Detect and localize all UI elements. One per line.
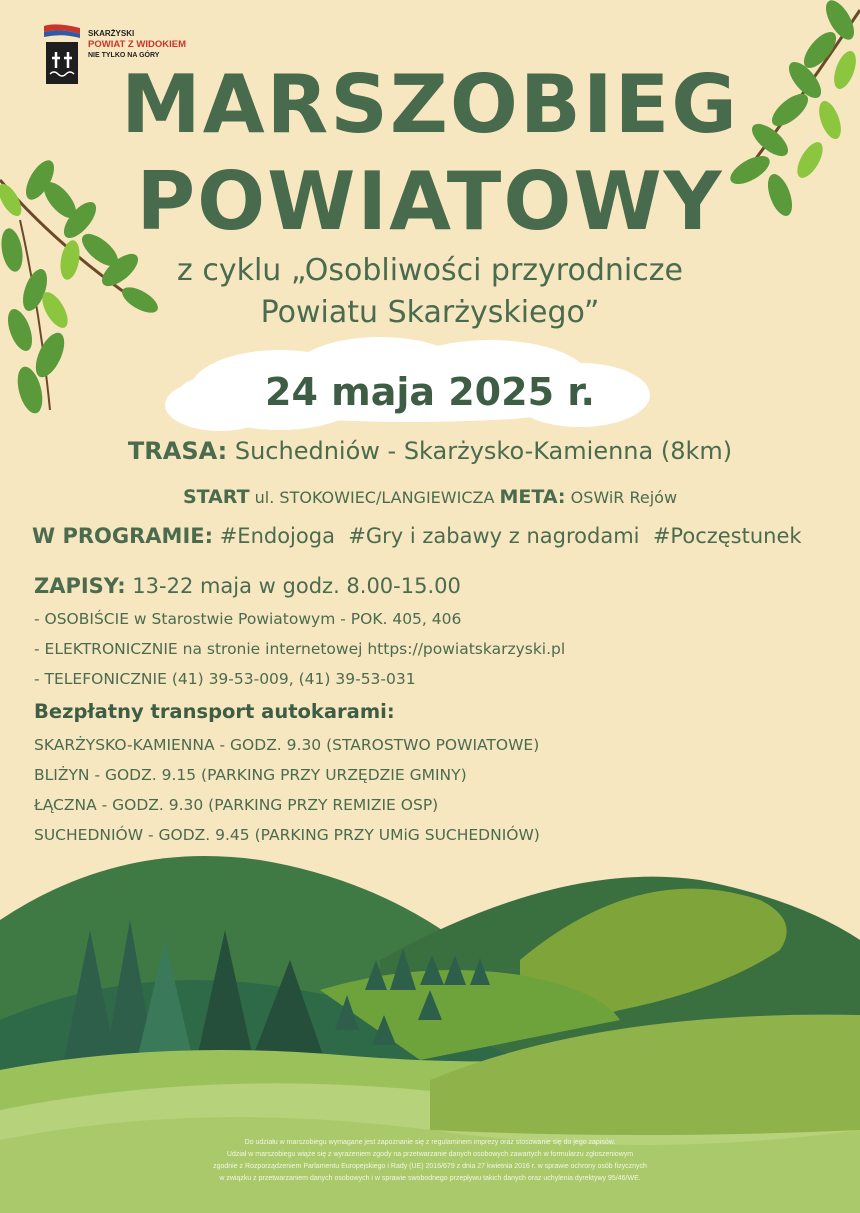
transport-stop: SKARŻYSKO-KAMIENNA - GODZ. 9.30 (STAROSTWO POWIATOWE)	[34, 736, 540, 754]
transport-stop: SUCHEDNIÓW - GODZ. 9.45 (PARKING PRZY UMiG SUCHEDNIÓW)	[34, 826, 540, 844]
title-line-2: POWIATOWY	[136, 155, 724, 248]
transport-stop: BLIŻYN - GODZ. 9.15 (PARKING PRZY URZĘDZIE GMINY)	[34, 766, 467, 784]
route	[0, 437, 860, 465]
route-label: TRASA:	[127, 437, 228, 465]
disclaimer-line: w związku z przetwarzaniem danych osobowych i w sprawie swobodnego przepływu takich danych oraz uchylenia dyrektywy 95/46/WE.	[219, 1175, 641, 1182]
registration-option-online: - ELEKTRONICZNIE na stronie internetowej https://powiatskarzyski.pl	[34, 640, 566, 658]
title-line-1: MARSZOBIEG	[121, 58, 739, 151]
finish-label: META:	[499, 486, 566, 508]
subtitle-line-1: z cyklu „Osobliwości przyrodnicze	[177, 253, 683, 288]
legal-disclaimer	[60, 1137, 800, 1185]
finish-value: OSWiR Rejów	[570, 488, 678, 507]
transport-heading: Bezpłatny transport autokarami:	[34, 700, 395, 723]
disclaimer-line: Udział w marszobiegu wiąże się z wyrażeniem zgody na przetwarzanie danych osobowych zawartych w formularzu zgłoszeniowym	[226, 1151, 634, 1158]
program	[32, 524, 802, 548]
program-items: #Endojoga #Gry i zabawy z nagrodami #Poczęstunek	[219, 524, 802, 548]
disclaimer-line: Do udziału w marszobiegu wymagane jest zapoznanie się z regulaminem imprezy oraz stosowanie się do jego zapisów.	[244, 1139, 616, 1146]
registration-option-in-person: - OSOBIŚCIE w Starostwie Powiatowym - POK. 405, 406	[34, 610, 462, 628]
subtitle-line-2: Powiatu Skarżyskiego”	[260, 295, 600, 330]
start-value: ul. STOKOWIEC/LANGIEWICZA	[254, 488, 495, 507]
logo-line-3: NIE TYLKO NA GÓRY	[88, 52, 160, 59]
disclaimer-line: zgodnie z Rozporządzeniem Parlamentu Europejskiego i Rady (UE) 2016/679 z dnia 27 kwietnia 2016 r. w sprawie ochrony osób fizycznych	[213, 1163, 647, 1170]
registration-heading	[34, 574, 461, 598]
logo-line-2: POWIAT Z WIDOKIEM	[88, 39, 186, 50]
start-finish	[0, 486, 860, 508]
start-label: START	[182, 486, 250, 508]
registration-option-phone: - TELEFONICZNIE (41) 39-53-009, (41) 39-53-031	[34, 670, 416, 688]
program-label: W PROGRAMIE:	[32, 524, 214, 548]
registration-dates: 13-22 maja w godz. 8.00-15.00	[132, 574, 461, 598]
subtitle	[0, 250, 860, 334]
transport-stop: ŁĄCZNA - GODZ. 9.30 (PARKING PRZY REMIZIE OSP)	[34, 796, 439, 814]
event-date: 24 maja 2025 r.	[265, 370, 595, 414]
route-value: Suchedniów - Skarżysko-Kamienna (8km)	[234, 437, 733, 465]
registration-label: ZAPISY:	[34, 574, 126, 598]
logo-line-1: SKARŻYSKI	[88, 29, 135, 38]
